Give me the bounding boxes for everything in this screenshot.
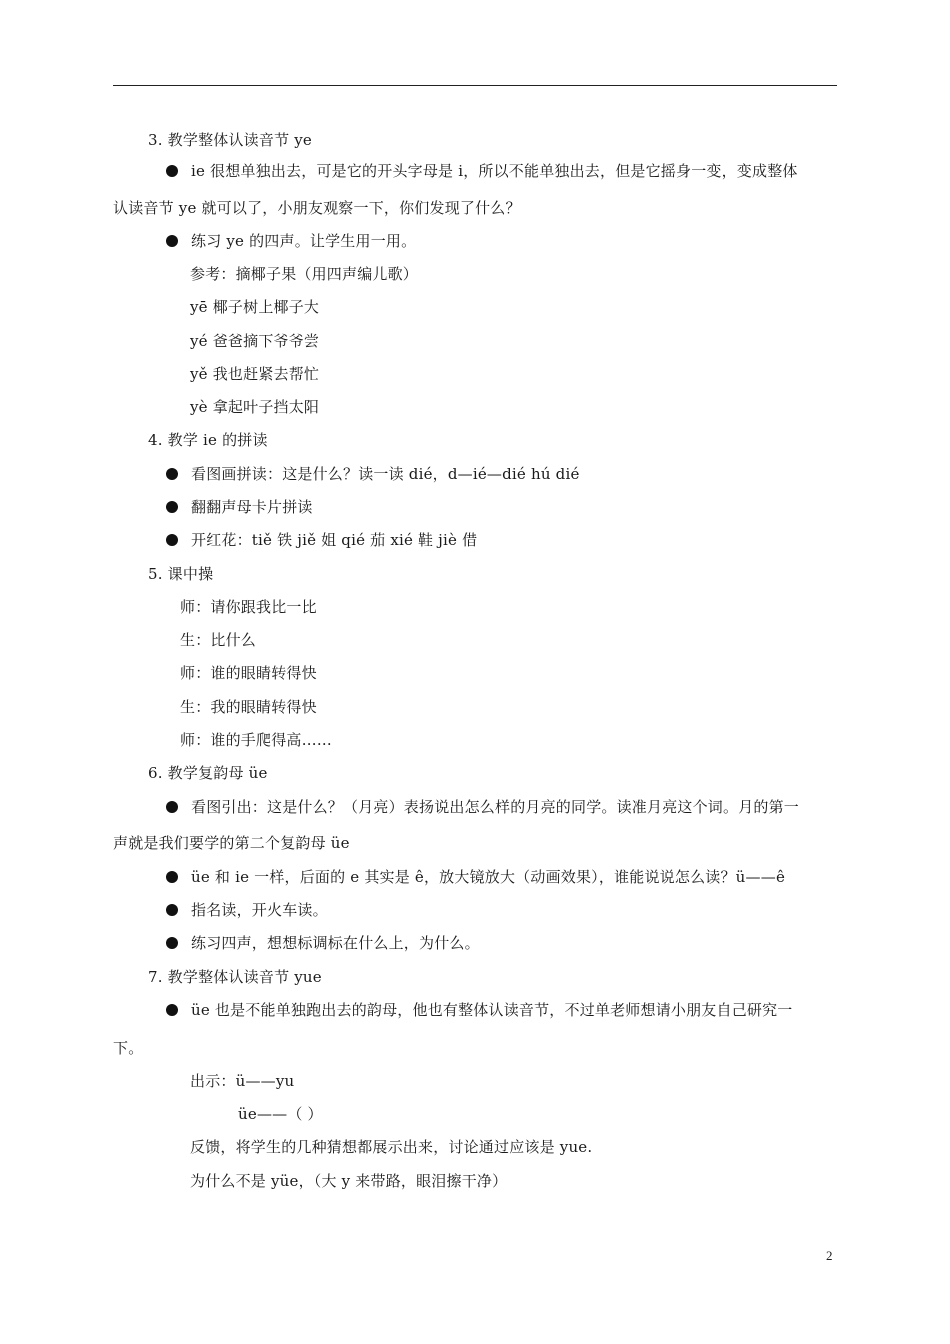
line-text: üe 和 ie 一样，后面的 e 其实是 ê，放大镜放大（动画效果），谁能说说怎么读？ü——ê <box>191 868 786 886</box>
text-line-s5-l2 <box>180 630 256 650</box>
text-line-s6-head <box>148 763 268 783</box>
line-text: 3. 教学整体认读音节 ye <box>148 131 312 149</box>
line-text: 练习 ye 的四声。让学生用一用。 <box>191 232 417 250</box>
text-line-s6-b1b <box>113 833 350 853</box>
bullet-icon <box>166 937 178 949</box>
line-text: 参考：摘椰子果（用四声编儿歌） <box>190 265 419 283</box>
line-text: 声就是我们要学的第二个复韵母 üe <box>113 834 350 852</box>
page-number: 2 <box>826 1248 833 1263</box>
line-text: yě 我也赶紧去帮忙 <box>190 365 320 383</box>
bullet-icon <box>166 801 178 813</box>
bullet-icon <box>166 871 178 883</box>
line-text: 练习四声，想想标调标在什么上，为什么。 <box>191 934 480 952</box>
bullet-icon <box>166 165 178 177</box>
text-line-s7-b1b <box>113 1038 143 1058</box>
line-text: 看图画拼读：这是什么？读一读 dié，d—ié—dié hú dié <box>191 465 580 483</box>
text-line-s3-l4 <box>190 397 319 417</box>
line-text: 认读音节 ye 就可以了，小朋友观察一下，你们发现了什么？ <box>113 199 521 217</box>
text-line-s3-ref <box>190 264 418 284</box>
text-line-s5-l4 <box>180 697 317 717</box>
text-line-s6-b2 <box>166 867 785 887</box>
text-line-s7-head <box>148 967 322 987</box>
text-line-s6-b4 <box>166 933 480 953</box>
line-text: ie 很想单独出去，可是它的开头字母是 i，所以不能单独出去，但是它摇身一变，变成整体 <box>191 162 798 180</box>
line-text: 4. 教学 ie 的拼读 <box>148 431 268 449</box>
line-text: 为什么不是 yüe，（大 y 来带路，眼泪擦干净） <box>190 1172 508 1190</box>
text-line-s3-b1a <box>166 161 798 181</box>
text-line-s4-b2 <box>166 497 313 517</box>
text-line-s5-l1 <box>180 597 317 617</box>
bullet-icon <box>166 1004 178 1016</box>
line-text: yè 拿起叶子挡太阳 <box>190 398 320 416</box>
line-text: 5. 课中操 <box>148 565 214 583</box>
line-text: 师：请你跟我比一比 <box>180 598 317 616</box>
bullet-icon <box>166 501 178 513</box>
line-text: üe 也是不能单独跑出去的韵母，他也有整体认读音节，不过单老师想请小朋友自己研究一 <box>191 1001 793 1019</box>
text-line-s3-l1 <box>190 297 319 317</box>
line-text: 7. 教学整体认读音节 yue <box>148 968 322 986</box>
line-text: 反馈，将学生的几种猜想都展示出来，讨论通过应该是 yue. <box>190 1138 593 1156</box>
text-line-s4-b3 <box>166 530 477 550</box>
line-text: 生：比什么 <box>180 631 257 649</box>
text-line-s7-fb <box>190 1137 592 1157</box>
bullet-icon <box>166 468 178 480</box>
line-text: 6. 教学复韵母 üe <box>148 764 268 782</box>
line-text: 师：谁的眼睛转得快 <box>180 664 317 682</box>
text-line-s3-l3 <box>190 364 319 384</box>
text-line-s5-head <box>148 564 213 584</box>
line-text: 开红花：tiě 铁 jiě 姐 qié 茄 xié 鞋 jiè 借 <box>191 531 478 549</box>
line-text: 看图引出：这是什么？（月亮）表扬说出怎么样的月亮的同学。读准月亮这个词。月的第一 <box>191 798 800 816</box>
text-line-s6-b3 <box>166 900 328 920</box>
text-line-s3-b1b <box>113 198 521 218</box>
text-line-s7-show1 <box>190 1071 294 1091</box>
line-text: 指名读，开火车读。 <box>191 901 328 919</box>
line-text: yé 爸爸摘下爷爷尝 <box>190 332 320 350</box>
text-line-s3-l2 <box>190 331 319 351</box>
text-line-s4-head <box>148 430 268 450</box>
text-line-s5-l5 <box>180 730 332 750</box>
text-line-s7-show2 <box>238 1104 323 1124</box>
text-line-s7-why <box>190 1171 507 1191</box>
header-rule <box>113 85 837 86</box>
line-text: 翻翻声母卡片拼读 <box>191 498 313 516</box>
line-text: üe——（ ） <box>238 1105 323 1123</box>
text-line-s5-l3 <box>180 663 317 683</box>
text-line-s7-b1a <box>166 1000 793 1020</box>
line-text: 出示：ü——yu <box>190 1072 295 1090</box>
text-line-s3-head <box>148 130 312 150</box>
line-text: 师：谁的手爬得高…… <box>180 731 333 749</box>
line-text: yē 椰子树上椰子大 <box>190 298 320 316</box>
bullet-icon <box>166 534 178 546</box>
text-line-s6-b1a <box>166 797 799 817</box>
line-text: 下。 <box>113 1039 144 1057</box>
bullet-icon <box>166 904 178 916</box>
text-line-s4-b1 <box>166 464 580 484</box>
line-text: 生：我的眼睛转得快 <box>180 698 317 716</box>
text-line-s3-b2 <box>166 231 416 251</box>
bullet-icon <box>166 235 178 247</box>
